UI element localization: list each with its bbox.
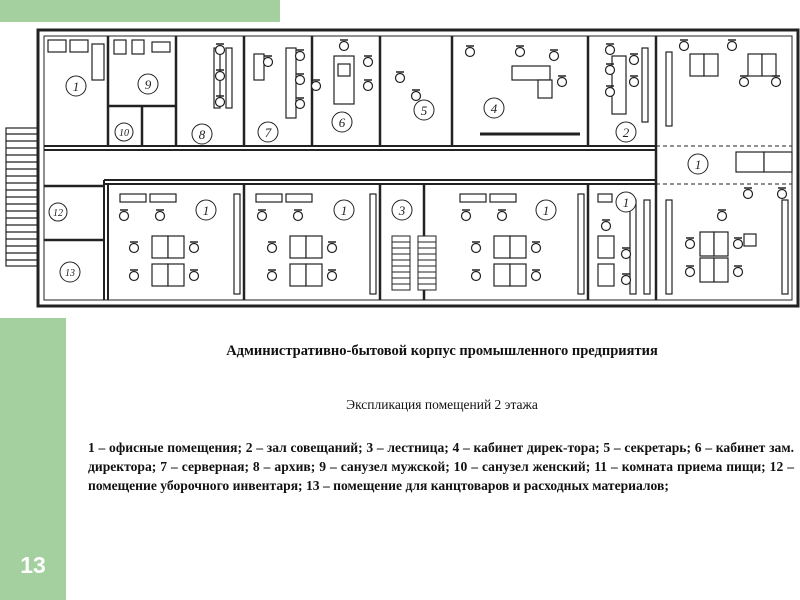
chair bbox=[472, 270, 481, 281]
label-r4 bbox=[484, 98, 504, 118]
chair bbox=[296, 50, 305, 61]
chair bbox=[190, 270, 199, 281]
label-r4-text: 4 bbox=[490, 101, 498, 116]
chair bbox=[396, 72, 405, 83]
chair bbox=[602, 220, 611, 231]
chair bbox=[532, 242, 541, 253]
label-r12-text: 12 bbox=[53, 208, 63, 219]
chair bbox=[340, 40, 349, 51]
label-r1-right-text: 1 bbox=[694, 157, 702, 172]
label-r6 bbox=[332, 112, 352, 132]
label-r3 bbox=[392, 200, 412, 220]
chair bbox=[718, 210, 727, 221]
outer-staircase bbox=[6, 128, 38, 266]
chair bbox=[680, 40, 689, 51]
label-r1-top-left bbox=[66, 76, 86, 96]
chair bbox=[190, 242, 199, 253]
label-r8-text: 8 bbox=[198, 127, 206, 142]
chair bbox=[328, 270, 337, 281]
label-r7 bbox=[258, 122, 278, 142]
chair bbox=[216, 44, 225, 55]
label-r3-text: 3 bbox=[398, 203, 406, 218]
label-r5-text: 5 bbox=[420, 103, 428, 118]
label-r9 bbox=[138, 74, 158, 94]
slide-number: 13 bbox=[20, 552, 46, 578]
chair bbox=[606, 44, 615, 55]
label-r7-text: 7 bbox=[264, 125, 272, 140]
chair bbox=[258, 210, 267, 221]
chair bbox=[686, 266, 695, 277]
chair bbox=[466, 46, 475, 57]
chair bbox=[296, 98, 305, 109]
chair bbox=[686, 238, 695, 249]
chair bbox=[364, 80, 373, 91]
chair bbox=[622, 248, 631, 259]
top-accent-bar bbox=[0, 0, 280, 22]
chair bbox=[294, 210, 303, 221]
chair bbox=[516, 46, 525, 57]
label-r1-bottom-d bbox=[616, 192, 636, 212]
label-r1-bottom-c-text: 1 bbox=[542, 203, 550, 218]
chair bbox=[744, 188, 753, 199]
chair bbox=[268, 242, 277, 253]
label-r1-bottom-a-text: 1 bbox=[202, 203, 210, 218]
chair bbox=[264, 56, 273, 67]
chair bbox=[268, 270, 277, 281]
label-r8 bbox=[192, 124, 212, 144]
label-r10-text: 10 bbox=[119, 128, 129, 139]
label-r1-bottom-d-text: 1 bbox=[622, 195, 630, 210]
chair bbox=[630, 76, 639, 87]
floor-plan bbox=[0, 22, 800, 314]
room-explication: 1 – офисные помещения; 2 – зал совещаний; 3 – лестница; 4 – кабинет дирек-тора; 5 – секретарь; 6 – кабинет зам. директора; 7 – серверная; 8 – архив; 9 – санузел мужской; 10 – санузел женский; 11 – комната приема пищи; 12 – помещение уборочного инвентаря; 13 – помещение для канцтоваров и расходных материалов; bbox=[88, 440, 794, 494]
chair bbox=[728, 40, 737, 51]
chair bbox=[630, 54, 639, 65]
chair bbox=[328, 242, 337, 253]
chair bbox=[778, 188, 787, 199]
chair bbox=[156, 210, 165, 221]
chair bbox=[130, 270, 139, 281]
chair bbox=[550, 50, 559, 61]
chair bbox=[120, 210, 129, 221]
label-r2-text: 2 bbox=[622, 125, 630, 140]
chair bbox=[558, 76, 567, 87]
chair bbox=[498, 210, 507, 221]
chair bbox=[364, 56, 373, 67]
chair bbox=[772, 76, 781, 87]
label-r9-text: 9 bbox=[144, 77, 152, 92]
chair bbox=[734, 238, 743, 249]
chair bbox=[462, 210, 471, 221]
chair bbox=[734, 266, 743, 277]
label-r1-bottom-b-text: 1 bbox=[340, 203, 348, 218]
label-r13-text: 13 bbox=[65, 268, 75, 279]
label-r1-bottom-b bbox=[334, 200, 354, 220]
label-r1-bottom-c bbox=[536, 200, 556, 220]
label-r1-top-left-text: 1 bbox=[72, 79, 80, 94]
label-r12 bbox=[49, 203, 67, 221]
chair bbox=[296, 74, 305, 85]
chair bbox=[412, 90, 421, 101]
chair bbox=[622, 274, 631, 285]
label-r6-text: 6 bbox=[338, 115, 346, 130]
chair bbox=[740, 76, 749, 87]
chair bbox=[532, 270, 541, 281]
label-r1-bottom-a bbox=[196, 200, 216, 220]
label-r10 bbox=[115, 123, 133, 141]
chair bbox=[472, 242, 481, 253]
label-r2 bbox=[616, 122, 636, 142]
label-r1-right bbox=[688, 154, 708, 174]
label-r5 bbox=[414, 100, 434, 120]
inner-staircase bbox=[392, 236, 436, 290]
chair bbox=[130, 242, 139, 253]
slide-title: Административно-бытовой корпус промышленного предприятия bbox=[226, 343, 658, 359]
slide-subtitle: Экспликация помещений 2 этажа bbox=[346, 397, 538, 412]
label-r13 bbox=[60, 262, 80, 282]
